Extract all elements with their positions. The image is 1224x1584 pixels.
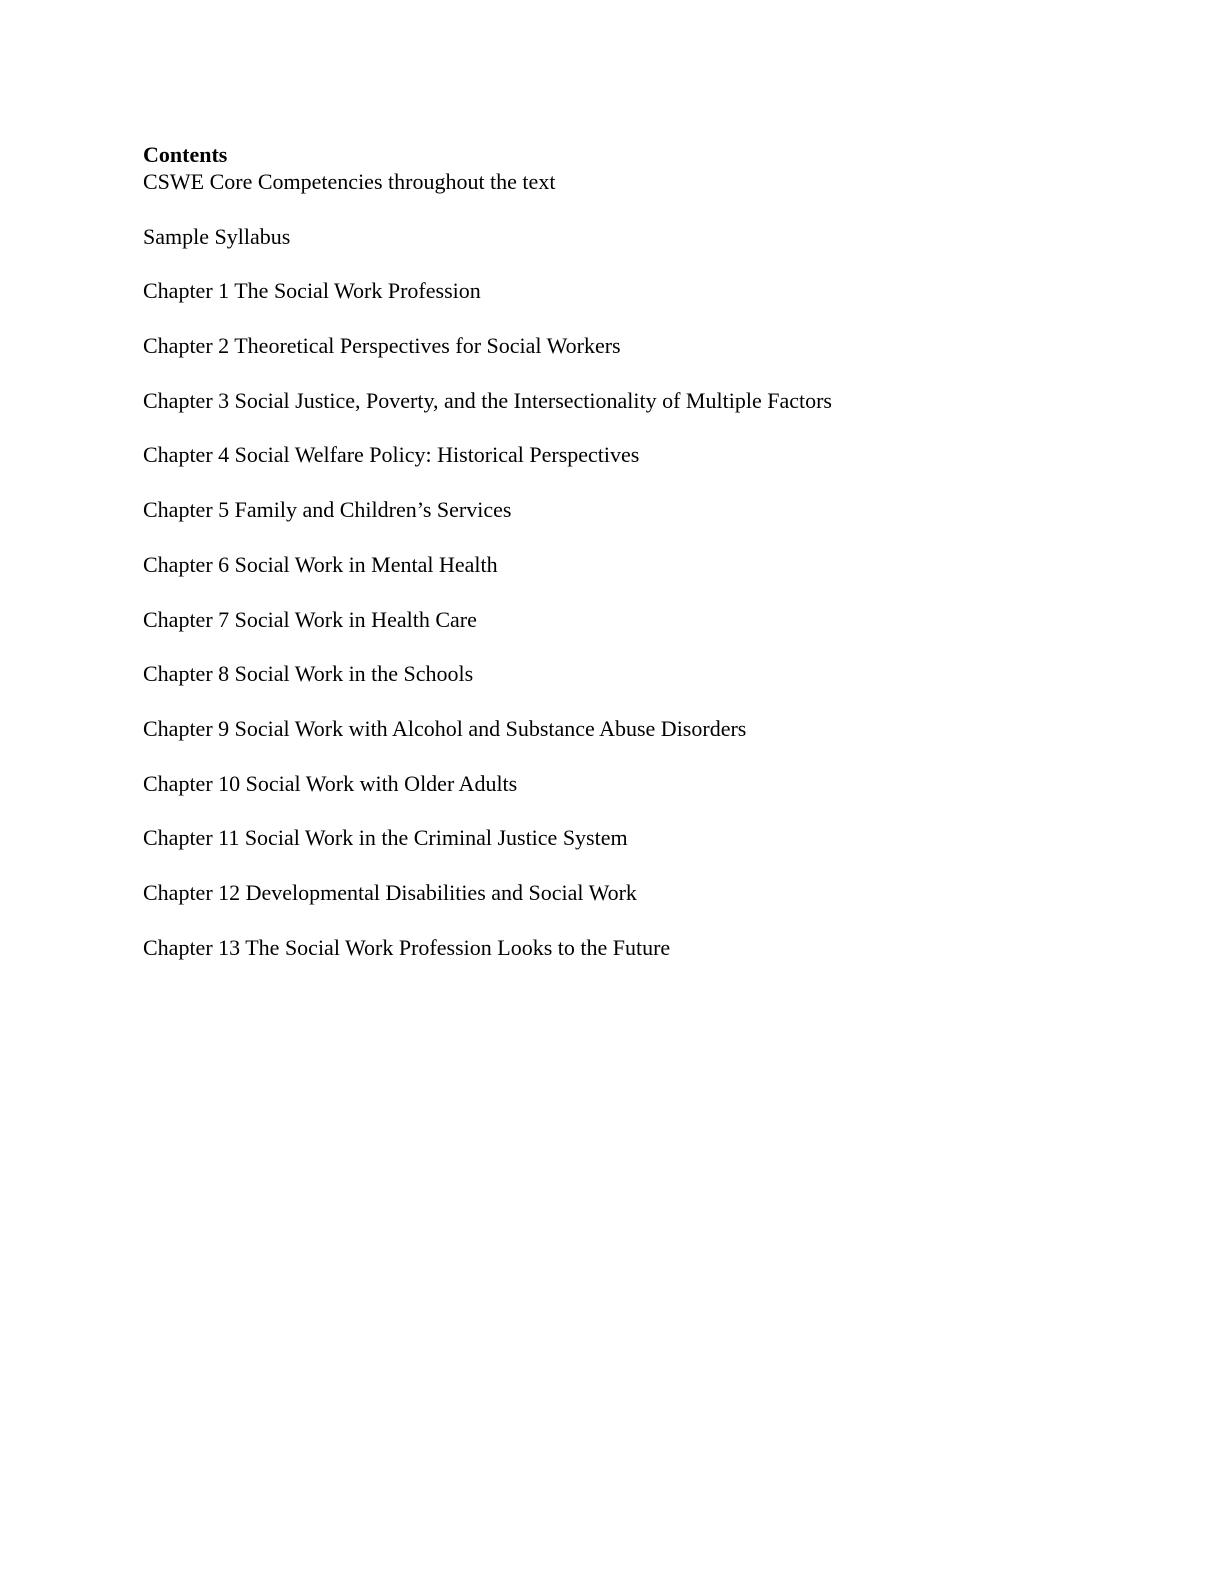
- toc-entry-sample-syllabus: Sample Syllabus: [143, 223, 291, 249]
- toc-entry-chapter-2: Chapter 2 Theoretical Perspectives for Social Workers: [143, 333, 621, 359]
- contents-list: [143, 168, 1143, 962]
- contents-heading: Contents: [143, 142, 228, 167]
- toc-entry-chapter-7: Chapter 7 Social Work in Health Care: [143, 606, 477, 632]
- toc-entry-chapter-11: Chapter 11 Social Work in the Criminal Justice System: [143, 825, 628, 851]
- toc-entry-chapter-4: Chapter 4 Social Welfare Policy: Historical Perspectives: [143, 442, 640, 468]
- toc-entry-chapter-12: Chapter 12 Developmental Disabilities and Social Work: [143, 879, 637, 905]
- toc-entry-chapter-10: Chapter 10 Social Work with Older Adults: [143, 770, 518, 796]
- toc-entry-chapter-9: Chapter 9 Social Work with Alcohol and Substance Abuse Disorders: [143, 715, 747, 741]
- toc-entry-chapter-13: Chapter 13 The Social Work Profession Looks to the Future: [143, 934, 671, 960]
- toc-entry-chapter-8: Chapter 8 Social Work in the Schools: [143, 661, 474, 687]
- toc-entry-chapter-1: Chapter 1 The Social Work Profession: [143, 278, 481, 304]
- toc-entry-chapter-6: Chapter 6 Social Work in Mental Health: [143, 551, 498, 577]
- table-of-contents: [143, 141, 1143, 988]
- toc-entry-cswe-competencies: CSWE Core Competencies throughout the text: [143, 169, 556, 194]
- toc-entry-chapter-3: Chapter 3 Social Justice, Poverty, and the Intersectionality of Multiple Factors: [143, 387, 832, 413]
- toc-entry-chapter-5: Chapter 5 Family and Children’s Services: [143, 497, 512, 523]
